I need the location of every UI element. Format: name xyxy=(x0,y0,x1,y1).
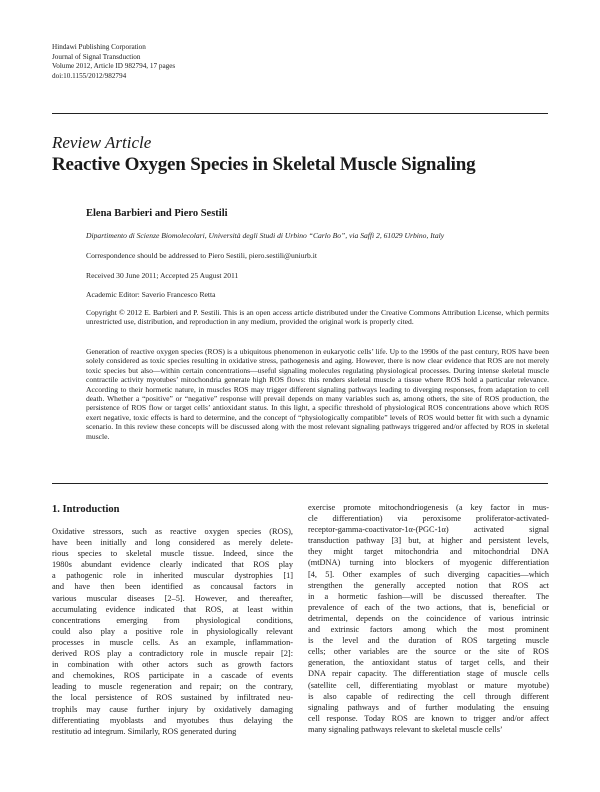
body-text-line: [4, 5]. Other examples of such diverging capacities—which xyxy=(308,569,549,579)
top-divider xyxy=(52,113,548,114)
body-text-line: leading to muscle regeneration and repair; on the contrary, xyxy=(52,682,293,692)
body-text-line: they might target mitochondria and mitochondrial DNA xyxy=(308,547,549,557)
publisher-name: Hindawi Publishing Corporation xyxy=(52,43,146,51)
article-type: Review Article xyxy=(52,133,152,152)
body-text-line: signaling pathways and of further modulating the ensuing xyxy=(308,702,549,712)
body-text-line: in a hormetic fashion—will be discussed thereafter. The xyxy=(308,591,549,601)
body-text-line: various muscular diseases [2–5]. However, and thereafter, xyxy=(52,593,293,603)
academic-editor: Academic Editor: Saverio Francesco Retta xyxy=(86,290,216,299)
body-text-line: have been initially and long considered as merely delete- xyxy=(52,538,293,548)
body-text-line: prevalence of each of the two actions, that is, beneficial or xyxy=(308,602,549,612)
affiliation: Dipartimento di Scienze Biomolecolari, Università degli Studi di Urbino “Carlo Bo”, via Saffi 2, 61029 Urbino, Italy xyxy=(86,231,445,240)
doi: doi:10.1155/2012/982794 xyxy=(52,71,127,80)
body-text-line: (satellite cell, differentiating myoblast or mature myotube) xyxy=(308,680,549,690)
body-text-line: accumulating evidence indicated that ROS, at least within xyxy=(52,604,293,614)
body-text-line: cell response. Today ROS are known to trigger and/or affect xyxy=(308,713,549,723)
body-text-line: trophils may cause further injury by oxidatively damaging xyxy=(52,704,293,714)
body-text-line: strengthen the generally accepted notion that ROS act xyxy=(308,580,549,590)
body-text-line: generation, the antioxidant status of target cells, and their xyxy=(308,658,549,668)
body-text-line: rious species to skeletal muscle tissue. Indeed, since the xyxy=(52,549,293,559)
volume-info: Volume 2012, Article ID 982794, 17 pages xyxy=(52,62,176,71)
body-text-line: detrimental, depends on the coincidence of various intrinsic xyxy=(308,613,549,623)
correspondence: Correspondence should be addressed to Piero Sestili, piero.sestili@uniurb.it xyxy=(86,251,317,260)
abstract-divider xyxy=(52,483,548,484)
received-accepted-dates: Received 30 June 2011; Accepted 25 August 2011 xyxy=(86,271,239,280)
body-text-line: (mtDNA) turning into blockers of myogenic differentiation xyxy=(308,558,549,568)
body-text-line: restitutio ad integrum. Similarly, ROS generated during xyxy=(52,726,237,736)
body-text-line: and chemokines, ROS participate in a cascade of events xyxy=(52,671,293,681)
journal-name: Journal of Signal Transduction xyxy=(52,52,141,61)
body-text-line: 1980s abundant evidence clearly indicated that ROS play xyxy=(52,560,293,570)
journal-header xyxy=(52,43,175,81)
body-text-line: receptor-gamma-coactivator-1α-(PGC-1α) activated signal xyxy=(308,525,549,535)
body-text-line: concentrations emerging from physiological conditions, xyxy=(52,615,293,625)
body-text-line: processes in muscle cells. As an example, inflammation- xyxy=(52,637,293,647)
body-text-line: in combination with other actors such as growth factors xyxy=(52,660,293,670)
article-title: Reactive Oxygen Species in Skeletal Muscle Signaling xyxy=(52,154,476,175)
authors: Elena Barbieri and Piero Sestili xyxy=(86,208,228,219)
body-text-line: the local persistence of ROS sustained by infiltrated neu- xyxy=(52,693,293,703)
body-text-line: and have then been identified as concausal factors in xyxy=(52,582,293,592)
body-text-line: differentiating myoblasts and myotubes thus delaying the xyxy=(52,715,293,725)
body-text-line: many signaling pathways relevant to skeletal muscle cells’ xyxy=(308,724,503,734)
body-text-line: cells; other variables are the source or the site of ROS xyxy=(308,647,549,657)
body-text-line: is the level and the duration of ROS targeting muscle xyxy=(308,636,549,646)
body-text-line: DNA repair capacity. The differentiation stage of muscle cells xyxy=(308,669,549,679)
body-text-line: a pathogenic role in inherited muscular dystrophies [1] xyxy=(52,571,293,581)
body-column-right xyxy=(308,502,549,735)
body-text-line: exercise promote mitochondriogenesis (a key factor in mus- xyxy=(308,503,549,512)
body-text-line: and extrinsic factors among which the most prominent xyxy=(308,625,549,635)
abstract: Generation of reactive oxygen species (ROS) is a ubiquitous phenomenon in eukaryotic cells’ life. Up to the 1990s of the past century, ROS have been solely considered as toxic species resulting in oxidative stress, pathogenesis and aging. However, there is now clear evidence that ROS are not merely toxic species but also—within certain concentrations—useful signaling molecules regulating physiological processes. During intense skeletal muscle contractile activity myotubes’ mitochondria generate high ROS flows: this renders skeletal muscle a tissue where ROS hold a particular relevance. According to their hormetic nature, in muscles ROS may trigger different signaling pathways leading to diverging responses, from adaptation to cell death. Whether a “positive” or “negative” response will prevail depends on many variables such as, among others, the site of ROS production, the persistence of ROS flow or target cells’ antioxidant status. In this light, a specific threshold of physiological ROS concentrations above which ROS exert negative, toxic effects is hard to determine, and the concept of “physiologically compatible” levels of ROS would better fit with such a dynamic scenario. In this review these concepts will be discussed along with the most relevant signaling pathways triggered and/or affected by ROS in skeletal muscle. xyxy=(86,347,549,441)
body-text-line: Oxidative stressors, such as reactive oxygen species (ROS), xyxy=(52,527,293,536)
body-text-line: is also capable of redirecting the cell through different xyxy=(308,691,549,701)
copyright-notice: Copyright © 2012 E. Barbieri and P. Sestili. This is an open access article distributed under the Creative Commons Attribution License, which permits unrestricted use, distribution, and reproduction in any medium, provided the original work is properly cited. xyxy=(86,308,549,327)
body-text-line: cle differentiation) via peroxisome proliferator-activated- xyxy=(308,514,549,524)
body-column-left xyxy=(52,526,293,737)
body-text-line: derived ROS play a contradictory role in muscle repair [2]: xyxy=(52,649,293,659)
body-text-line: could also play a positive role in physiologically relevant xyxy=(52,626,293,636)
body-text-line: transduction pathway [3] but, at higher and persistent levels, xyxy=(308,536,549,546)
section-heading-introduction: 1. Introduction xyxy=(52,504,120,515)
